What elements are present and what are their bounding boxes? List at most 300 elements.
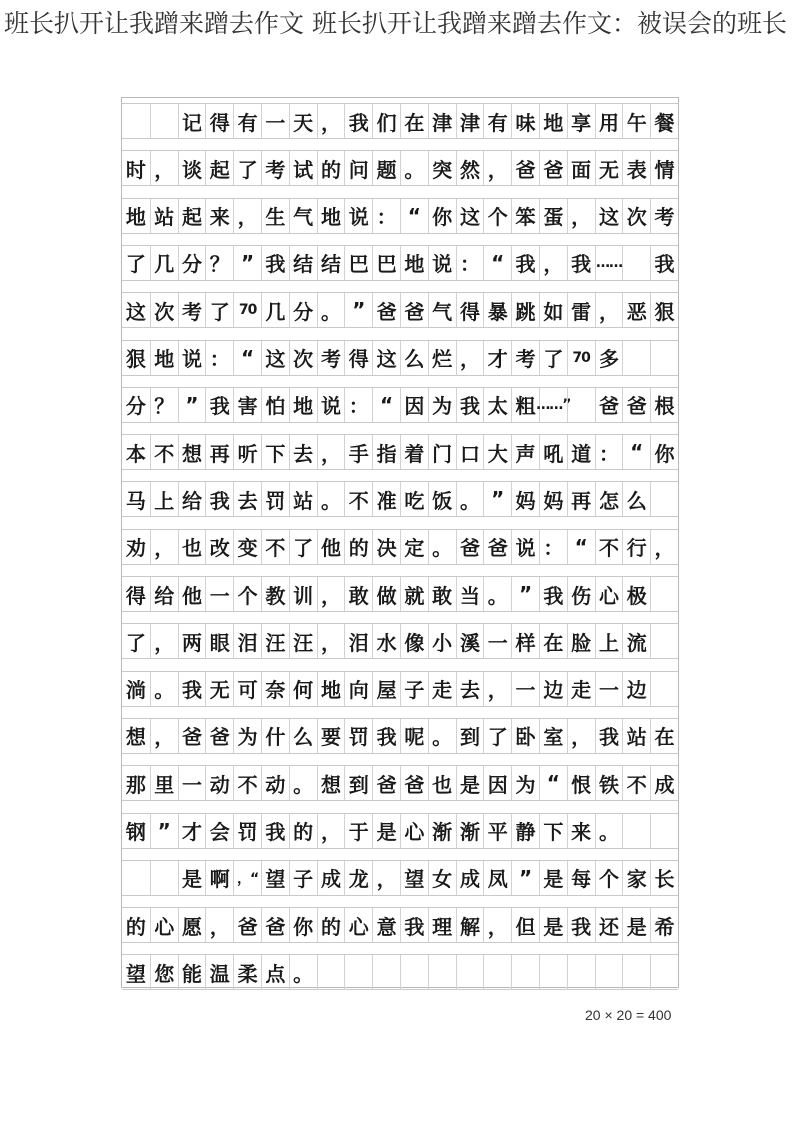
grid-cell: 突 <box>428 151 456 185</box>
grid-cell: 变 <box>233 530 261 564</box>
grid-cell: 才 <box>483 341 511 375</box>
grid-cell: 的 <box>317 908 345 942</box>
grid-cell: ， <box>456 341 484 375</box>
grid-cell: ， <box>650 530 678 564</box>
grid-cell: 解 <box>456 908 484 942</box>
grid-cell: 指 <box>372 435 400 469</box>
grid-cell: 考 <box>261 151 289 185</box>
grid-cell: 罚 <box>233 814 261 848</box>
grid-cell: 也 <box>428 766 456 800</box>
grid-cell: 巴 <box>372 246 400 280</box>
grid-cell: 一 <box>178 766 206 800</box>
grid-cell: 。 <box>289 766 317 800</box>
grid-cell: 样 <box>511 624 539 658</box>
grid-cell: 试 <box>289 151 317 185</box>
grid-cell: ” <box>511 577 539 611</box>
grid-cell: 这 <box>125 299 146 324</box>
grid-cell: 道 <box>567 435 595 469</box>
grid-cell: 分 <box>289 293 317 327</box>
grid-cell: 不 <box>261 530 289 564</box>
grid-cell: 我 <box>205 482 233 516</box>
grid-cell: 个 <box>233 577 261 611</box>
grid-cell: 心 <box>344 908 372 942</box>
grid-cell: 去 <box>233 482 261 516</box>
grid-cell: 希 <box>650 908 678 942</box>
grid-cell: 有 <box>483 104 511 138</box>
grid-cell: 了 <box>289 530 317 564</box>
grid-cell: 你 <box>650 435 678 469</box>
grid-cell: 爸 <box>400 766 428 800</box>
grid-cell: 脸 <box>567 624 595 658</box>
grid-cell: 下 <box>261 435 289 469</box>
grid-cell <box>567 388 595 422</box>
grid-cell: 什 <box>261 719 289 753</box>
grid-cell: 口 <box>456 435 484 469</box>
grid-cell: 凤 <box>483 861 511 895</box>
grid-row <box>122 387 678 423</box>
grid-cell <box>650 577 678 611</box>
grid-cell <box>317 955 345 989</box>
grid-cell: 汪 <box>289 624 317 658</box>
grid-cell: 然 <box>456 151 484 185</box>
grid-cell: 龙 <box>344 861 372 895</box>
grid-cell: 记 <box>178 104 206 138</box>
grid-cell: 我 <box>261 246 289 280</box>
grid-cell: 我 <box>344 104 372 138</box>
grid-cell: 爸 <box>261 908 289 942</box>
grid-cell: 子 <box>400 672 428 706</box>
grid-cell <box>344 955 372 989</box>
grid-cell: 想 <box>125 725 146 750</box>
grid-cell: 次 <box>289 341 317 375</box>
grid-cell: ： <box>372 199 400 233</box>
grid-cell: 铁 <box>595 766 623 800</box>
grid-cell: 泪 <box>233 624 261 658</box>
grid-cell: 才 <box>178 814 206 848</box>
grid-cell: 女 <box>428 861 456 895</box>
composition-paper <box>121 97 679 988</box>
grid-cell: 动 <box>205 766 233 800</box>
grid-cell: 害 <box>233 388 261 422</box>
grid-row <box>122 765 678 801</box>
grid-cell: “ <box>567 530 595 564</box>
grid-cell: 为 <box>511 766 539 800</box>
grid-cell: 站 <box>289 482 317 516</box>
grid-cell: 情 <box>650 151 678 185</box>
grid-cell: 地 <box>317 672 345 706</box>
grid-cell: “ <box>400 199 428 233</box>
grid-cell: 来 <box>205 199 233 233</box>
grid-cell: 。 <box>428 719 456 753</box>
grid-cell: 声 <box>511 435 539 469</box>
grid-cell: 。 <box>317 482 345 516</box>
grid-cell: 您 <box>150 955 178 989</box>
grid-cell: 蛋 <box>539 199 567 233</box>
grid-cell: 爸 <box>205 719 233 753</box>
grid-cell <box>622 955 650 989</box>
grid-cell <box>122 104 150 138</box>
grid-cell: 粗 <box>511 388 539 422</box>
grid-cell: 给 <box>150 577 178 611</box>
grid-cell: 说 <box>344 199 372 233</box>
grid-cell: 。 <box>483 577 511 611</box>
grid-cell <box>650 341 678 375</box>
grid-cell: 我 <box>261 814 289 848</box>
grid-cell: 这 <box>261 341 289 375</box>
grid-cell: 这 <box>595 199 623 233</box>
grid-cell: 谈 <box>178 151 206 185</box>
grid-cell: 。 <box>400 151 428 185</box>
grid-cell: 温 <box>205 955 233 989</box>
grid-cell: 卧 <box>511 719 539 753</box>
grid-row <box>122 103 678 139</box>
grid-cell: ” <box>150 814 178 848</box>
grid-cell: 我 <box>567 908 595 942</box>
grid-cell: 的 <box>289 814 317 848</box>
grid-cell: 爸 <box>372 766 400 800</box>
grid-cell: 妈 <box>539 482 567 516</box>
grid-cell: 是 <box>372 814 400 848</box>
grid-cell: 餐 <box>650 104 678 138</box>
grid-cell: 的 <box>125 914 146 939</box>
grid-cell: 准 <box>372 482 400 516</box>
grid-cell: 向 <box>344 672 372 706</box>
grid-cell: 。 <box>428 530 456 564</box>
grid-cell: 了 <box>205 293 233 327</box>
grid-cell: 来 <box>567 814 595 848</box>
grid-cell: ， <box>150 530 178 564</box>
grid-cell: 得 <box>456 293 484 327</box>
grid-cell: 。 <box>289 955 317 989</box>
grid-cell: 考 <box>511 341 539 375</box>
grid-cell: 里 <box>150 766 178 800</box>
grid-cell: 的 <box>344 530 372 564</box>
grid-cell: 边 <box>622 672 650 706</box>
grid-cell: 啊 <box>205 861 233 895</box>
grid-cell: ， <box>595 293 623 327</box>
grid-cell: 笨 <box>511 199 539 233</box>
grid-cell: 去 <box>456 672 484 706</box>
grid-cell: 是 <box>539 861 567 895</box>
grid-cell: 改 <box>205 530 233 564</box>
grid-cell: 但 <box>511 908 539 942</box>
grid-cell: 他 <box>178 577 206 611</box>
grid-cell: 多 <box>595 341 623 375</box>
grid-cell: ， <box>317 104 345 138</box>
grid-cell: 得 <box>344 341 372 375</box>
grid-cell: 敢 <box>344 577 372 611</box>
grid-cell: ： <box>456 246 484 280</box>
grid-cell: ……” <box>539 388 567 422</box>
grid-cell: 边 <box>539 672 567 706</box>
grid-cell: 因 <box>400 388 428 422</box>
grid-cell: 次 <box>622 199 650 233</box>
grid-cell: 站 <box>622 719 650 753</box>
grid-cell <box>650 624 678 658</box>
grid-cell: 再 <box>205 435 233 469</box>
grid-cell: 是 <box>178 861 206 895</box>
grid-cell: 我 <box>539 577 567 611</box>
grid-cell: 不 <box>622 766 650 800</box>
grid-cell <box>372 955 400 989</box>
grid-cell: 么 <box>622 482 650 516</box>
grid-cell: 劝 <box>125 536 146 561</box>
grid-cell <box>650 482 678 516</box>
grid-cell: 说 <box>178 341 206 375</box>
grid-cell: 会 <box>205 814 233 848</box>
grid-cell: 他 <box>317 530 345 564</box>
grid-row <box>122 529 678 565</box>
grid-cell: 愿 <box>178 908 206 942</box>
grid-cell: 地 <box>150 341 178 375</box>
grid-row <box>122 434 678 470</box>
grid-cell: 室 <box>539 719 567 753</box>
grid-cell: 雷 <box>567 293 595 327</box>
grid-cell: 是 <box>622 908 650 942</box>
grid-cell: 流 <box>622 624 650 658</box>
grid-cell: 渐 <box>456 814 484 848</box>
grid-cell: 成 <box>317 861 345 895</box>
grid-cell: 爸 <box>483 530 511 564</box>
grid-cell: 气 <box>428 293 456 327</box>
grid-cell: 家 <box>622 861 650 895</box>
grid-cell: 么 <box>400 341 428 375</box>
grid-cell: 为 <box>428 388 456 422</box>
grid-cell: 上 <box>150 482 178 516</box>
grid-cell: 本 <box>125 441 146 466</box>
grid-cell: 大 <box>483 435 511 469</box>
grid-cell: 爸 <box>595 388 623 422</box>
grid-cell: ， <box>539 246 567 280</box>
grid-cell <box>622 341 650 375</box>
grid-cell: 在 <box>650 719 678 753</box>
grid-cell: ， <box>317 624 345 658</box>
grid-cell: 了 <box>125 630 146 655</box>
grid-cell: 面 <box>567 151 595 185</box>
grid-cell: 望 <box>261 861 289 895</box>
grid-cell: 是 <box>456 766 484 800</box>
grid-cell: 吼 <box>539 435 567 469</box>
grid-cell: 钢 <box>125 820 146 844</box>
grid-cell: 天 <box>289 104 317 138</box>
grid-cell: ， <box>233 199 261 233</box>
grid-cell: “ <box>372 388 400 422</box>
grid-cell: 爸 <box>400 293 428 327</box>
grid-cell: 享 <box>567 104 595 138</box>
grid-cell: 渐 <box>428 814 456 848</box>
grid-cell: 心 <box>595 577 623 611</box>
grid-cell: ， <box>317 577 345 611</box>
grid-cell: 上 <box>595 624 623 658</box>
grid-cell: 这 <box>372 341 400 375</box>
grid-cell: 想 <box>178 435 206 469</box>
grid-cell: 70 <box>233 293 261 327</box>
grid-cell: 我 <box>205 388 233 422</box>
grid-row <box>122 718 678 754</box>
grid-cell: ， <box>483 908 511 942</box>
grid-cell: 。 <box>456 482 484 516</box>
grid-cell: 训 <box>289 577 317 611</box>
grid-cell: 说 <box>511 530 539 564</box>
grid-cell: 了 <box>125 252 146 277</box>
grid-cell: ， <box>205 908 233 942</box>
grid-cell: ： <box>595 435 623 469</box>
grid-cell: 可 <box>233 672 261 706</box>
grid-cell: 你 <box>428 199 456 233</box>
grid-cell: 太 <box>483 388 511 422</box>
grid-cell: 次 <box>150 293 178 327</box>
grid-cell: 不 <box>595 530 623 564</box>
grid-cell: 。 <box>595 814 623 848</box>
grid-cell: ， <box>372 861 400 895</box>
grid-cell: 地 <box>539 104 567 138</box>
grid-cell: …… <box>595 246 623 280</box>
grid-cell <box>150 104 178 138</box>
grid-cell: 一 <box>595 672 623 706</box>
grid-cell: ” <box>483 482 511 516</box>
grid-cell: 爸 <box>178 719 206 753</box>
grid-cell: 气 <box>289 199 317 233</box>
grid-cell: 心 <box>150 908 178 942</box>
grid-cell: 我 <box>372 719 400 753</box>
grid-cell: 意 <box>372 908 400 942</box>
grid-cell: 。 <box>317 293 345 327</box>
grid-cell: 为 <box>233 719 261 753</box>
grid-cell: 考 <box>650 199 678 233</box>
grid-cell: 想 <box>317 766 345 800</box>
grid-cell: 是 <box>539 908 567 942</box>
grid-cell: 再 <box>567 482 595 516</box>
grid-cell: 考 <box>317 341 345 375</box>
grid-cell: 饭 <box>428 482 456 516</box>
grid-cell: 地 <box>400 246 428 280</box>
grid-cell: 妈 <box>511 482 539 516</box>
grid-cell: 小 <box>428 624 456 658</box>
grid-cell: 给 <box>178 482 206 516</box>
grid-cell: 罚 <box>344 719 372 753</box>
grid-cell: 狠 <box>650 293 678 327</box>
grid-cell: 何 <box>289 672 317 706</box>
grid-cell: 要 <box>317 719 345 753</box>
grid-cell: 像 <box>400 624 428 658</box>
grid-cell: ， <box>483 151 511 185</box>
grid-cell: 几 <box>261 293 289 327</box>
grid-cell: 走 <box>567 672 595 706</box>
grid-cell: 根 <box>650 388 678 422</box>
grid-cell: ， <box>150 719 178 753</box>
grid-cell: 长 <box>650 861 678 895</box>
grid-cell: 爸 <box>233 908 261 942</box>
grid-cell: 我 <box>400 908 428 942</box>
grid-cell: 决 <box>372 530 400 564</box>
grid-cell: 下 <box>539 814 567 848</box>
grid-cell: 津 <box>428 104 456 138</box>
grid-cell: 手 <box>344 435 372 469</box>
grid-cell: 生 <box>261 199 289 233</box>
grid-row <box>122 481 678 517</box>
grid-cell <box>622 814 650 848</box>
grid-row <box>122 150 678 186</box>
grid-cell: ， <box>150 151 178 185</box>
grid-cell: 一 <box>205 577 233 611</box>
grid-cell: 个 <box>595 861 623 895</box>
grid-cell: 味 <box>511 104 539 138</box>
grid-cell: 就 <box>400 577 428 611</box>
grid-cell: 如 <box>539 293 567 327</box>
grid-cell: 吃 <box>400 482 428 516</box>
grid-cell: 狠 <box>125 347 146 371</box>
grid-cell: 巴 <box>344 246 372 280</box>
grid-cell: 恶 <box>622 293 650 327</box>
grid-cell: 结 <box>317 246 345 280</box>
grid-size-caption: 20 × 20 = 400 <box>585 1007 672 1023</box>
grid-cell: ， <box>483 672 511 706</box>
grid-cell: 点 <box>261 955 289 989</box>
grid-row <box>122 907 678 943</box>
grid-cell: 你 <box>289 908 317 942</box>
grid-cell: 跳 <box>511 293 539 327</box>
grid-cell: 罚 <box>261 482 289 516</box>
grid-cell: 溪 <box>456 624 484 658</box>
grid-cell: 地 <box>289 388 317 422</box>
grid-cell <box>650 672 678 706</box>
grid-cell: 门 <box>428 435 456 469</box>
grid-cell: 每 <box>567 861 595 895</box>
grid-cell: 这 <box>456 199 484 233</box>
grid-cell: 在 <box>400 104 428 138</box>
grid-cell: 怕 <box>261 388 289 422</box>
grid-cell: 心 <box>400 814 428 848</box>
grid-cell: ， <box>317 435 345 469</box>
grid-cell: 时 <box>125 157 146 182</box>
grid-cell: 爸 <box>539 151 567 185</box>
grid-cell: 无 <box>205 672 233 706</box>
grid-cell <box>511 955 539 989</box>
grid-cell: 我 <box>456 388 484 422</box>
grid-row <box>122 813 678 849</box>
grid-cell <box>650 955 678 989</box>
grid-cell: 伤 <box>567 577 595 611</box>
grid-cell: 做 <box>372 577 400 611</box>
grid-cell <box>595 955 623 989</box>
grid-cell <box>539 955 567 989</box>
grid-cell: “ <box>622 435 650 469</box>
grid-cell: 在 <box>539 624 567 658</box>
grid-cell: 到 <box>344 766 372 800</box>
grid-cell <box>650 814 678 848</box>
grid-cell: 柔 <box>233 955 261 989</box>
grid-cell: 水 <box>372 624 400 658</box>
grid-cell: 爸 <box>456 530 484 564</box>
grid-cell: 泪 <box>344 624 372 658</box>
grid-cell: 成 <box>650 766 678 800</box>
grid-cell: 行 <box>622 530 650 564</box>
grid-cell: 走 <box>428 672 456 706</box>
grid-cell: ， <box>567 199 595 233</box>
grid-cell: 午 <box>622 104 650 138</box>
grid-cell <box>622 246 650 280</box>
grid-cell: 了 <box>483 719 511 753</box>
grid-row <box>122 292 678 328</box>
grid-cell: 两 <box>178 624 206 658</box>
grid-cell: 极 <box>622 577 650 611</box>
grid-cell: ？ <box>150 388 178 422</box>
grid-cell: 子 <box>289 861 317 895</box>
grid-cell: 教 <box>261 577 289 611</box>
grid-cell: 了 <box>539 341 567 375</box>
grid-cell: 敢 <box>428 577 456 611</box>
grid-cell: ， <box>567 719 595 753</box>
